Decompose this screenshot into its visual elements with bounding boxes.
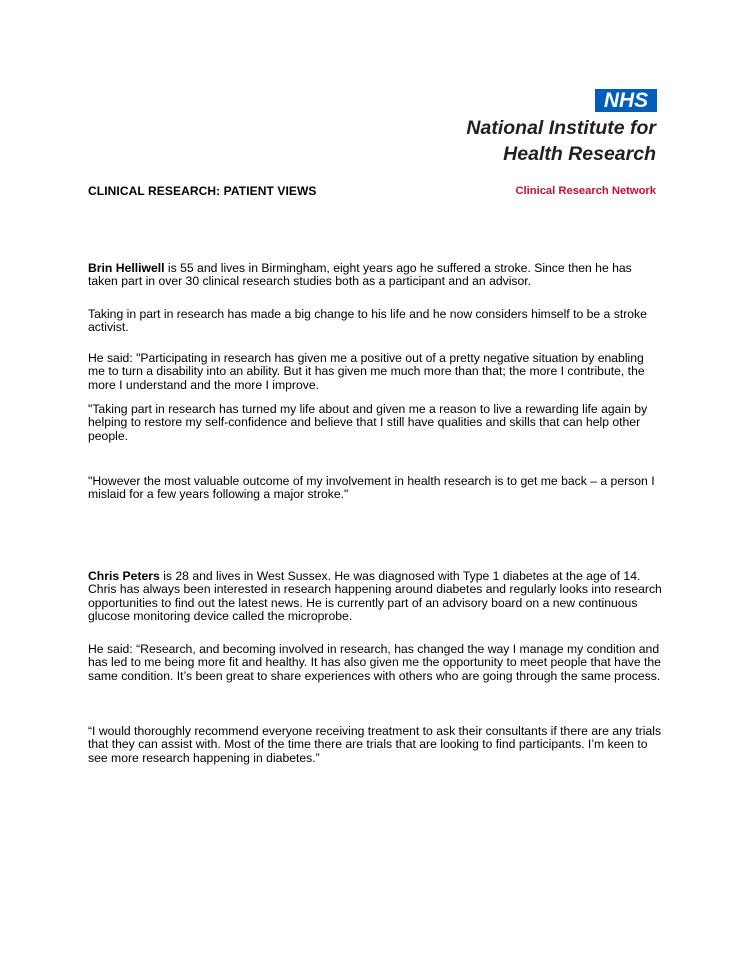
brin-quote-3: "However the most valuable outcome of my involvement in health research is to get me back – a person I mislaid for a few years following a major stroke." [88,474,655,502]
org-name-line1: National Institute for [466,117,656,139]
brin-quote-2: "Taking part in research has turned my life about and given me a reason to live a rewarding life again by helping to restore my self-confidence and believe that I still have qualities and skills that can help other people. [88,402,648,443]
network-label: Clinical Research Network [515,185,656,197]
chris-name: Chris Peters [88,569,160,583]
chris-quote-1: He said: “Research, and becoming involved in research, has changed the way I manage my condition and has led to me being more fit and healthy. It has also given me the opportunity to meet people that have the same condition. It’s been great to share experiences with others who are going through the same process. [88,642,661,683]
brin-intro-paragraph [88,262,663,289]
brin-intro-text: is 55 and lives in Birmingham, eight years ago he suffered a stroke. Since then he has taken part in over 30 clinical research studies both as a participant and an advisor. [88,261,632,289]
chris-quote-2: “I would thoroughly recommend everyone receiving treatment to ask their consultants if there are any trials that they can assist with. Most of the time there are trials that are looking to find participants. I’m keen to see more research happening in diabetes.” [88,724,662,765]
chris-intro-paragraph [88,570,663,624]
document-title: CLINICAL RESEARCH: PATIENT VIEWS [88,184,317,198]
chris-intro-text: is 28 and lives in West Sussex. He was diagnosed with Type 1 diabetes at the age of 14. Chris has always been interested in research happening around diabetes and regularly looks into research opportunities to find out the latest news. He is currently part of an advisory board on a new continuous glucose monitoring device called the microprobe. [88,569,662,624]
org-name-line2: Health Research [503,143,656,165]
brin-name: Brin Helliwell [88,261,165,275]
nhs-logo: NHS [595,89,657,112]
brin-quote-1: He said: "Participating in research has given me a positive out of a pretty negative situation by enabling me to turn a disability into an ability. But it has given me much more than that; the more I contribute, the more I understand and the more I improve. [88,351,645,392]
brin-paragraph-2: Taking in part in research has made a big change to his life and he now considers himself to be a stroke activist. [88,307,647,335]
